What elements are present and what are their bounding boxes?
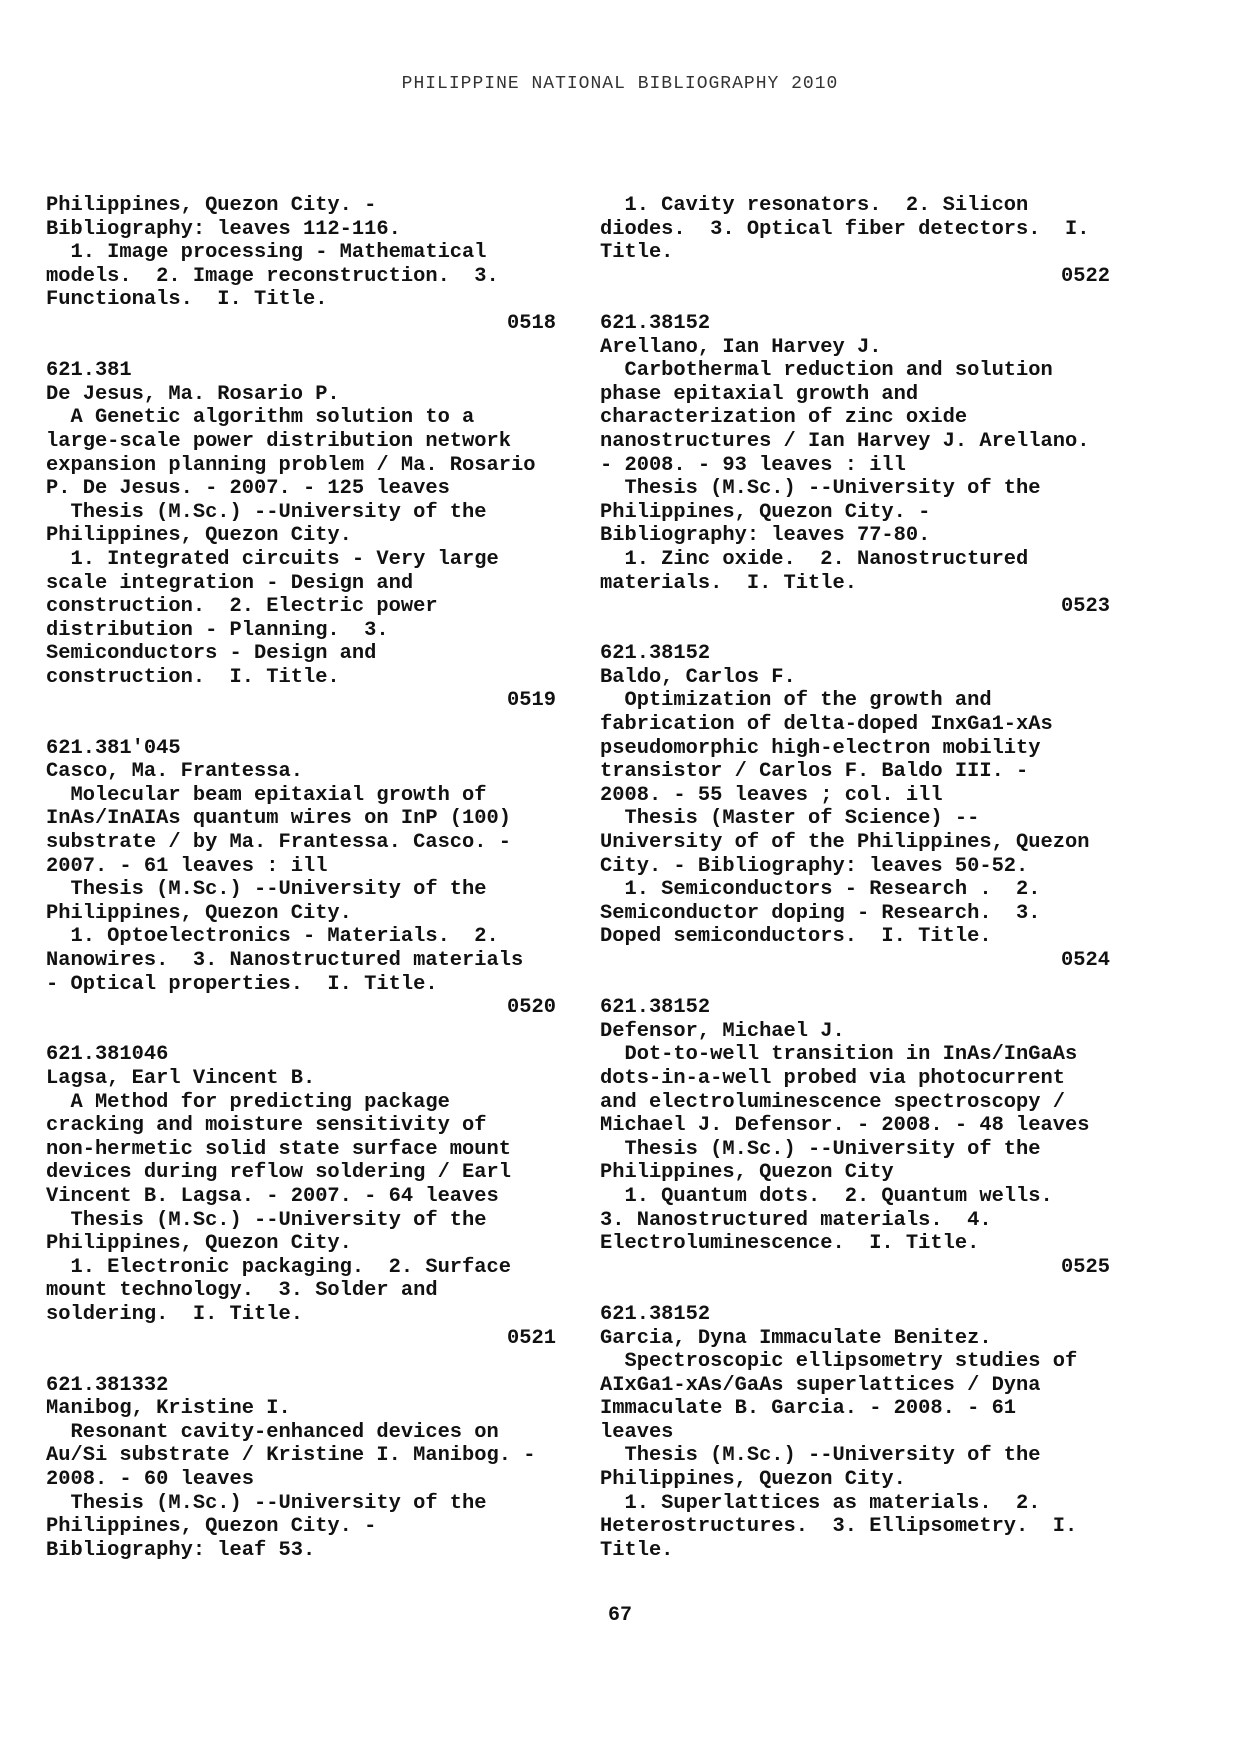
text-line: Thesis (M.Sc.) --University of the bbox=[46, 1491, 487, 1515]
text-line: nanostructures / Ian Harvey J. Arellano. bbox=[600, 429, 1090, 453]
text-line: Heterostructures. 3. Ellipsometry. I. bbox=[600, 1515, 1078, 1539]
text-line: Thesis (M.Sc.) --University of the bbox=[600, 477, 1041, 501]
entry-number: 0519 bbox=[507, 689, 556, 713]
text-line: 621.38152 bbox=[600, 996, 711, 1020]
running-header: PHILIPPINE NATIONAL BIBLIOGRAPHY 2010 bbox=[401, 74, 839, 94]
text-line: Bibliography: leaves 77-80. bbox=[600, 524, 931, 548]
text-line: 1. Image processing - Mathematical bbox=[46, 241, 487, 265]
text-line: 1. Superlattices as materials. 2. bbox=[600, 1491, 1041, 1515]
text-line: mount technology. 3. Solder and bbox=[46, 1279, 438, 1303]
text-line: Doped semiconductors. I. Title. bbox=[600, 925, 992, 949]
entry-number: 0523 bbox=[1061, 595, 1110, 619]
text-line: Au/Si substrate / Kristine I. Manibog. - bbox=[46, 1444, 536, 1468]
text-line: Semiconductor doping - Research. 3. bbox=[600, 901, 1041, 925]
text-line: 1. Optoelectronics - Materials. 2. bbox=[46, 925, 499, 949]
text-line: pseudomorphic high-electron mobility bbox=[600, 736, 1041, 760]
text-line: 1. Quantum dots. 2. Quantum wells. bbox=[600, 1184, 1053, 1208]
text-line: Bibliography: leaf 53. bbox=[46, 1538, 316, 1562]
text-line: 621.38152 bbox=[600, 311, 711, 335]
text-line: 1. Integrated circuits - Very large bbox=[46, 547, 499, 571]
text-line: Philippines, Quezon City bbox=[600, 1161, 894, 1185]
left-column bbox=[46, 194, 556, 1562]
entry-number: 0518 bbox=[507, 311, 556, 335]
text-line: 621.381332 bbox=[46, 1373, 169, 1397]
text-line: 1. Electronic packaging. 2. Surface bbox=[46, 1255, 511, 1279]
text-line: A Genetic algorithm solution to a bbox=[46, 406, 475, 430]
text-line: cracking and moisture sensitivity of bbox=[46, 1114, 487, 1138]
text-line: Spectroscopic ellipsometry studies of bbox=[600, 1350, 1078, 1374]
text-line: Thesis (Master of Science) -- bbox=[600, 807, 980, 831]
text-line: Philippines, Quezon City. bbox=[600, 1468, 906, 1492]
text-line: Thesis (M.Sc.) --University of the bbox=[46, 878, 487, 902]
entry-spacer bbox=[46, 336, 556, 360]
text-line: Thesis (M.Sc.) --University of the bbox=[600, 1137, 1041, 1161]
text-line: Nanowires. 3. Nanostructured materials bbox=[46, 949, 524, 972]
text-line: 1. Cavity resonators. 2. Silicon bbox=[600, 194, 1029, 217]
text-line: leaves bbox=[600, 1420, 674, 1444]
text-line: characterization of zinc oxide bbox=[600, 406, 968, 430]
text-line: 621.381'045 bbox=[46, 736, 181, 760]
text-line: AIxGa1-xAs/GaAs superlattices / Dyna bbox=[600, 1373, 1041, 1397]
text-line: Title. bbox=[600, 1538, 674, 1562]
entry-number: 0524 bbox=[1061, 949, 1110, 972]
text-line: large-scale power distribution network bbox=[46, 429, 511, 453]
text-line: City. - Bibliography: leaves 50-52. bbox=[600, 854, 1029, 878]
text-line: Dot-to-well transition in InAs/InGaAs bbox=[600, 1043, 1078, 1067]
text-line: materials. I. Title. bbox=[600, 571, 857, 595]
text-line: Philippines, Quezon City. - bbox=[46, 194, 377, 217]
text-line: Arellano, Ian Harvey J. bbox=[600, 335, 882, 359]
entry-number: 0520 bbox=[507, 996, 556, 1020]
entry-spacer bbox=[46, 1350, 556, 1374]
text-line: and electroluminescence spectroscopy / bbox=[600, 1090, 1065, 1114]
text-line: non-hermetic solid state surface mount bbox=[46, 1137, 511, 1161]
text-line: 1. Zinc oxide. 2. Nanostructured bbox=[600, 547, 1029, 571]
right-column bbox=[600, 194, 1110, 1562]
text-line: diodes. 3. Optical fiber detectors. I. bbox=[600, 217, 1090, 241]
text-line: P. De Jesus. - 2007. - 125 leaves bbox=[46, 477, 450, 501]
text-line: devices during reflow soldering / Earl bbox=[46, 1161, 511, 1185]
text-line: expansion planning problem / Ma. Rosario bbox=[46, 453, 536, 477]
text-line: 621.38152 bbox=[600, 1302, 711, 1326]
entry-number: 0522 bbox=[1061, 264, 1110, 288]
entry-spacer bbox=[600, 973, 1110, 997]
text-line: University of of the Philippines, Quezon bbox=[600, 831, 1090, 855]
entry-spacer bbox=[46, 1020, 556, 1044]
text-line: 621.38152 bbox=[600, 642, 711, 666]
text-line: A Method for predicting package bbox=[46, 1090, 450, 1114]
text-line: Bibliography: leaves 112-116. bbox=[46, 217, 401, 241]
entry-number: 0521 bbox=[507, 1326, 556, 1350]
text-line: Philippines, Quezon City. bbox=[46, 901, 352, 925]
text-line: Functionals. I. Title. bbox=[46, 288, 328, 312]
text-line: construction. 2. Electric power bbox=[46, 595, 438, 619]
text-line: De Jesus, Ma. Rosario P. bbox=[46, 382, 340, 406]
text-line: Thesis (M.Sc.) --University of the bbox=[46, 500, 487, 524]
text-line: Molecular beam epitaxial growth of bbox=[46, 783, 487, 807]
entry-spacer bbox=[600, 288, 1110, 312]
text-line: Lagsa, Earl Vincent B. bbox=[46, 1066, 316, 1090]
text-line: 621.381046 bbox=[46, 1043, 169, 1067]
text-line: Casco, Ma. Frantessa. bbox=[46, 760, 303, 784]
text-line: Carbothermal reduction and solution bbox=[600, 359, 1053, 383]
text-line: phase epitaxial growth and bbox=[600, 382, 919, 406]
entry-spacer bbox=[46, 713, 556, 737]
entry-spacer bbox=[600, 619, 1110, 643]
text-line: Title. bbox=[600, 241, 674, 265]
entry-number: 0525 bbox=[1061, 1255, 1110, 1279]
text-line: substrate / by Ma. Frantessa. Casco. - bbox=[46, 831, 511, 855]
text-line: Garcia, Dyna Immaculate Benitez. bbox=[600, 1326, 992, 1350]
text-line: 621.381 bbox=[46, 359, 132, 383]
text-line: distribution - Planning. 3. bbox=[46, 618, 389, 642]
entry-spacer bbox=[600, 1279, 1110, 1303]
text-line: - 2008. - 93 leaves : ill bbox=[600, 453, 906, 477]
text-line: Vincent B. Lagsa. - 2007. - 64 leaves bbox=[46, 1184, 499, 1208]
text-line: 3. Nanostructured materials. 4. bbox=[600, 1208, 992, 1232]
text-line: - Optical properties. I. Title. bbox=[46, 972, 438, 996]
text-line: 2008. - 55 leaves ; col. ill bbox=[600, 783, 943, 807]
text-line: Philippines, Quezon City. bbox=[46, 524, 352, 548]
text-line: Optimization of the growth and bbox=[600, 689, 992, 713]
text-line: 1. Semiconductors - Research . 2. bbox=[600, 878, 1041, 902]
text-line: dots-in-a-well probed via photocurrent bbox=[600, 1066, 1065, 1090]
text-line: Resonant cavity-enhanced devices on bbox=[46, 1420, 499, 1444]
text-line: Manibog, Kristine I. bbox=[46, 1397, 291, 1421]
text-line: 2007. - 61 leaves : ill bbox=[46, 854, 328, 878]
text-line: Philippines, Quezon City. bbox=[46, 1232, 352, 1256]
text-line: Philippines, Quezon City. - bbox=[600, 500, 931, 524]
text-line: Thesis (M.Sc.) --University of the bbox=[600, 1444, 1041, 1468]
text-line: InAs/InAIAs quantum wires on InP (100) bbox=[46, 807, 511, 831]
text-line: Semiconductors - Design and bbox=[46, 642, 377, 666]
text-line: fabrication of delta-doped InxGa1-xAs bbox=[600, 713, 1053, 737]
text-line: Baldo, Carlos F. bbox=[600, 665, 796, 689]
text-line: Immaculate B. Garcia. - 2008. - 61 bbox=[600, 1397, 1017, 1421]
text-line: Philippines, Quezon City. - bbox=[46, 1515, 377, 1539]
page-number: 67 bbox=[607, 1604, 632, 1627]
text-line: models. 2. Image reconstruction. 3. bbox=[46, 264, 499, 288]
text-line: soldering. I. Title. bbox=[46, 1302, 303, 1326]
text-line: 2008. - 60 leaves bbox=[46, 1468, 255, 1492]
text-line: Defensor, Michael J. bbox=[600, 1019, 845, 1043]
text-line: Thesis (M.Sc.) --University of the bbox=[46, 1208, 487, 1232]
text-line: Electroluminescence. I. Title. bbox=[600, 1232, 980, 1256]
text-line: Michael J. Defensor. - 2008. - 48 leaves bbox=[600, 1114, 1090, 1138]
text-line: transistor / Carlos F. Baldo III. - bbox=[600, 760, 1029, 784]
text-line: scale integration - Design and bbox=[46, 571, 414, 595]
text-line: construction. I. Title. bbox=[46, 665, 340, 689]
